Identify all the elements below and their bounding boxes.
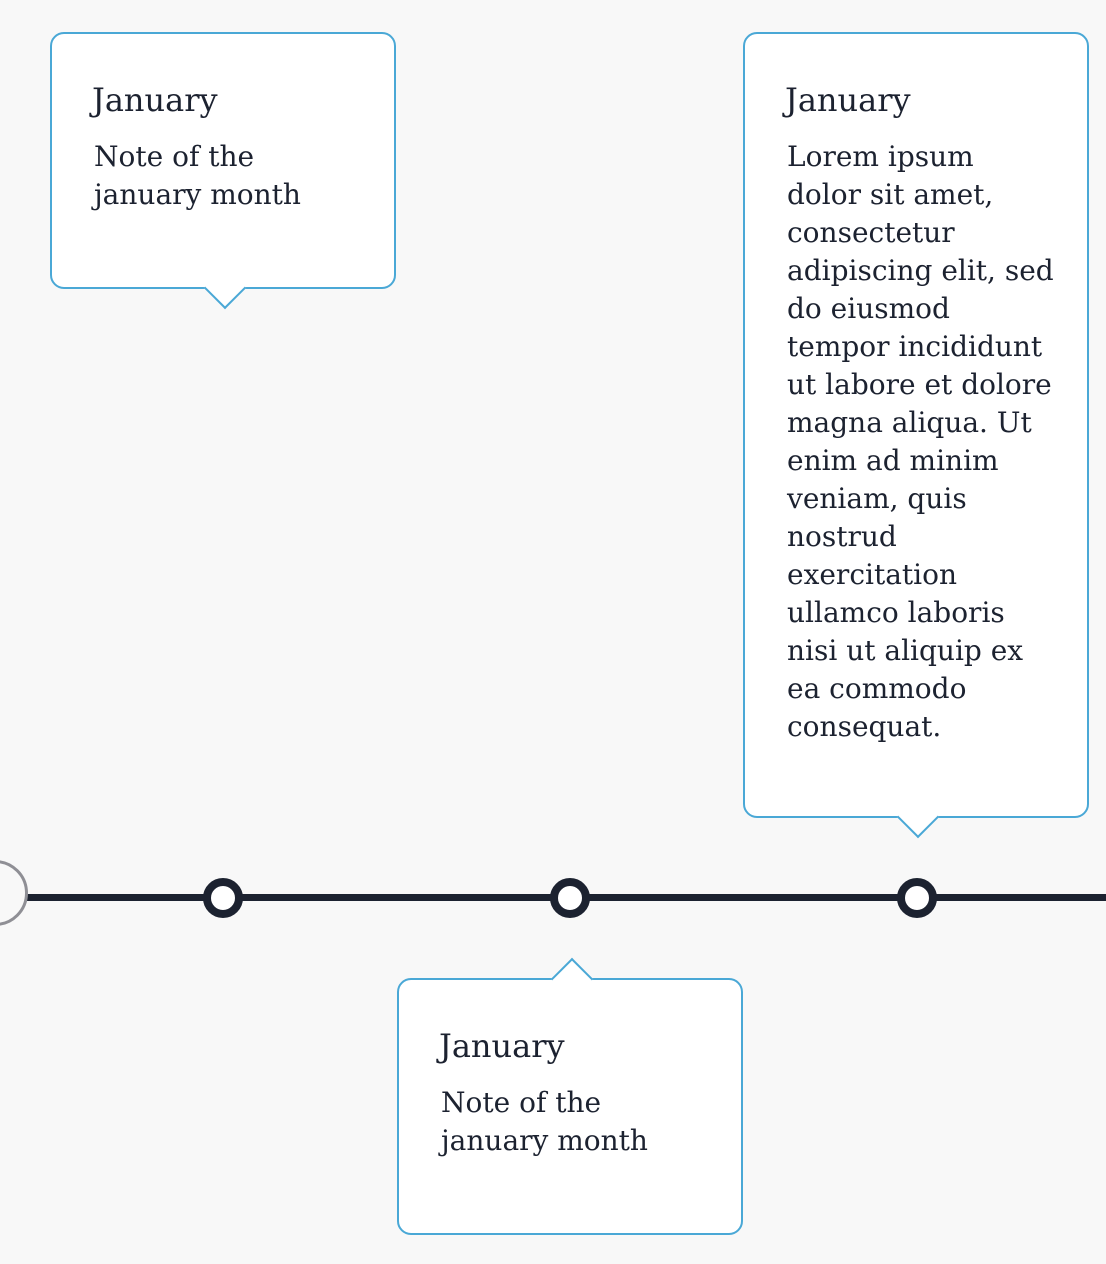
- event-title: January: [785, 81, 911, 119]
- timeline-start-node[interactable]: [0, 860, 28, 926]
- card-pointer: [897, 796, 939, 838]
- timeline-node-2[interactable]: [550, 878, 590, 918]
- timeline-event-card-1: [50, 32, 396, 289]
- event-text: Lorem ipsum dolor sit amet, consectetur adipiscing elit, sed do eiusmod tempor incididunt ut labore et dolore magna aliqua. Ut enim ad minim veniam, quis nostrud exercitation ullamco laboris nisi ut aliquip ex ea commodo consequat.: [787, 140, 1054, 743]
- event-title: January: [92, 81, 218, 119]
- timeline-event-card-2: [397, 978, 743, 1235]
- card-pointer: [551, 958, 593, 1000]
- timeline-node-1[interactable]: [203, 878, 243, 918]
- event-text: Note of the january month: [94, 140, 301, 211]
- event-title: January: [439, 1027, 565, 1065]
- timeline-node-3[interactable]: [897, 878, 937, 918]
- event-text: Note of the january month: [441, 1086, 648, 1157]
- timeline-event-card-3: [743, 32, 1089, 818]
- card-pointer: [204, 267, 246, 309]
